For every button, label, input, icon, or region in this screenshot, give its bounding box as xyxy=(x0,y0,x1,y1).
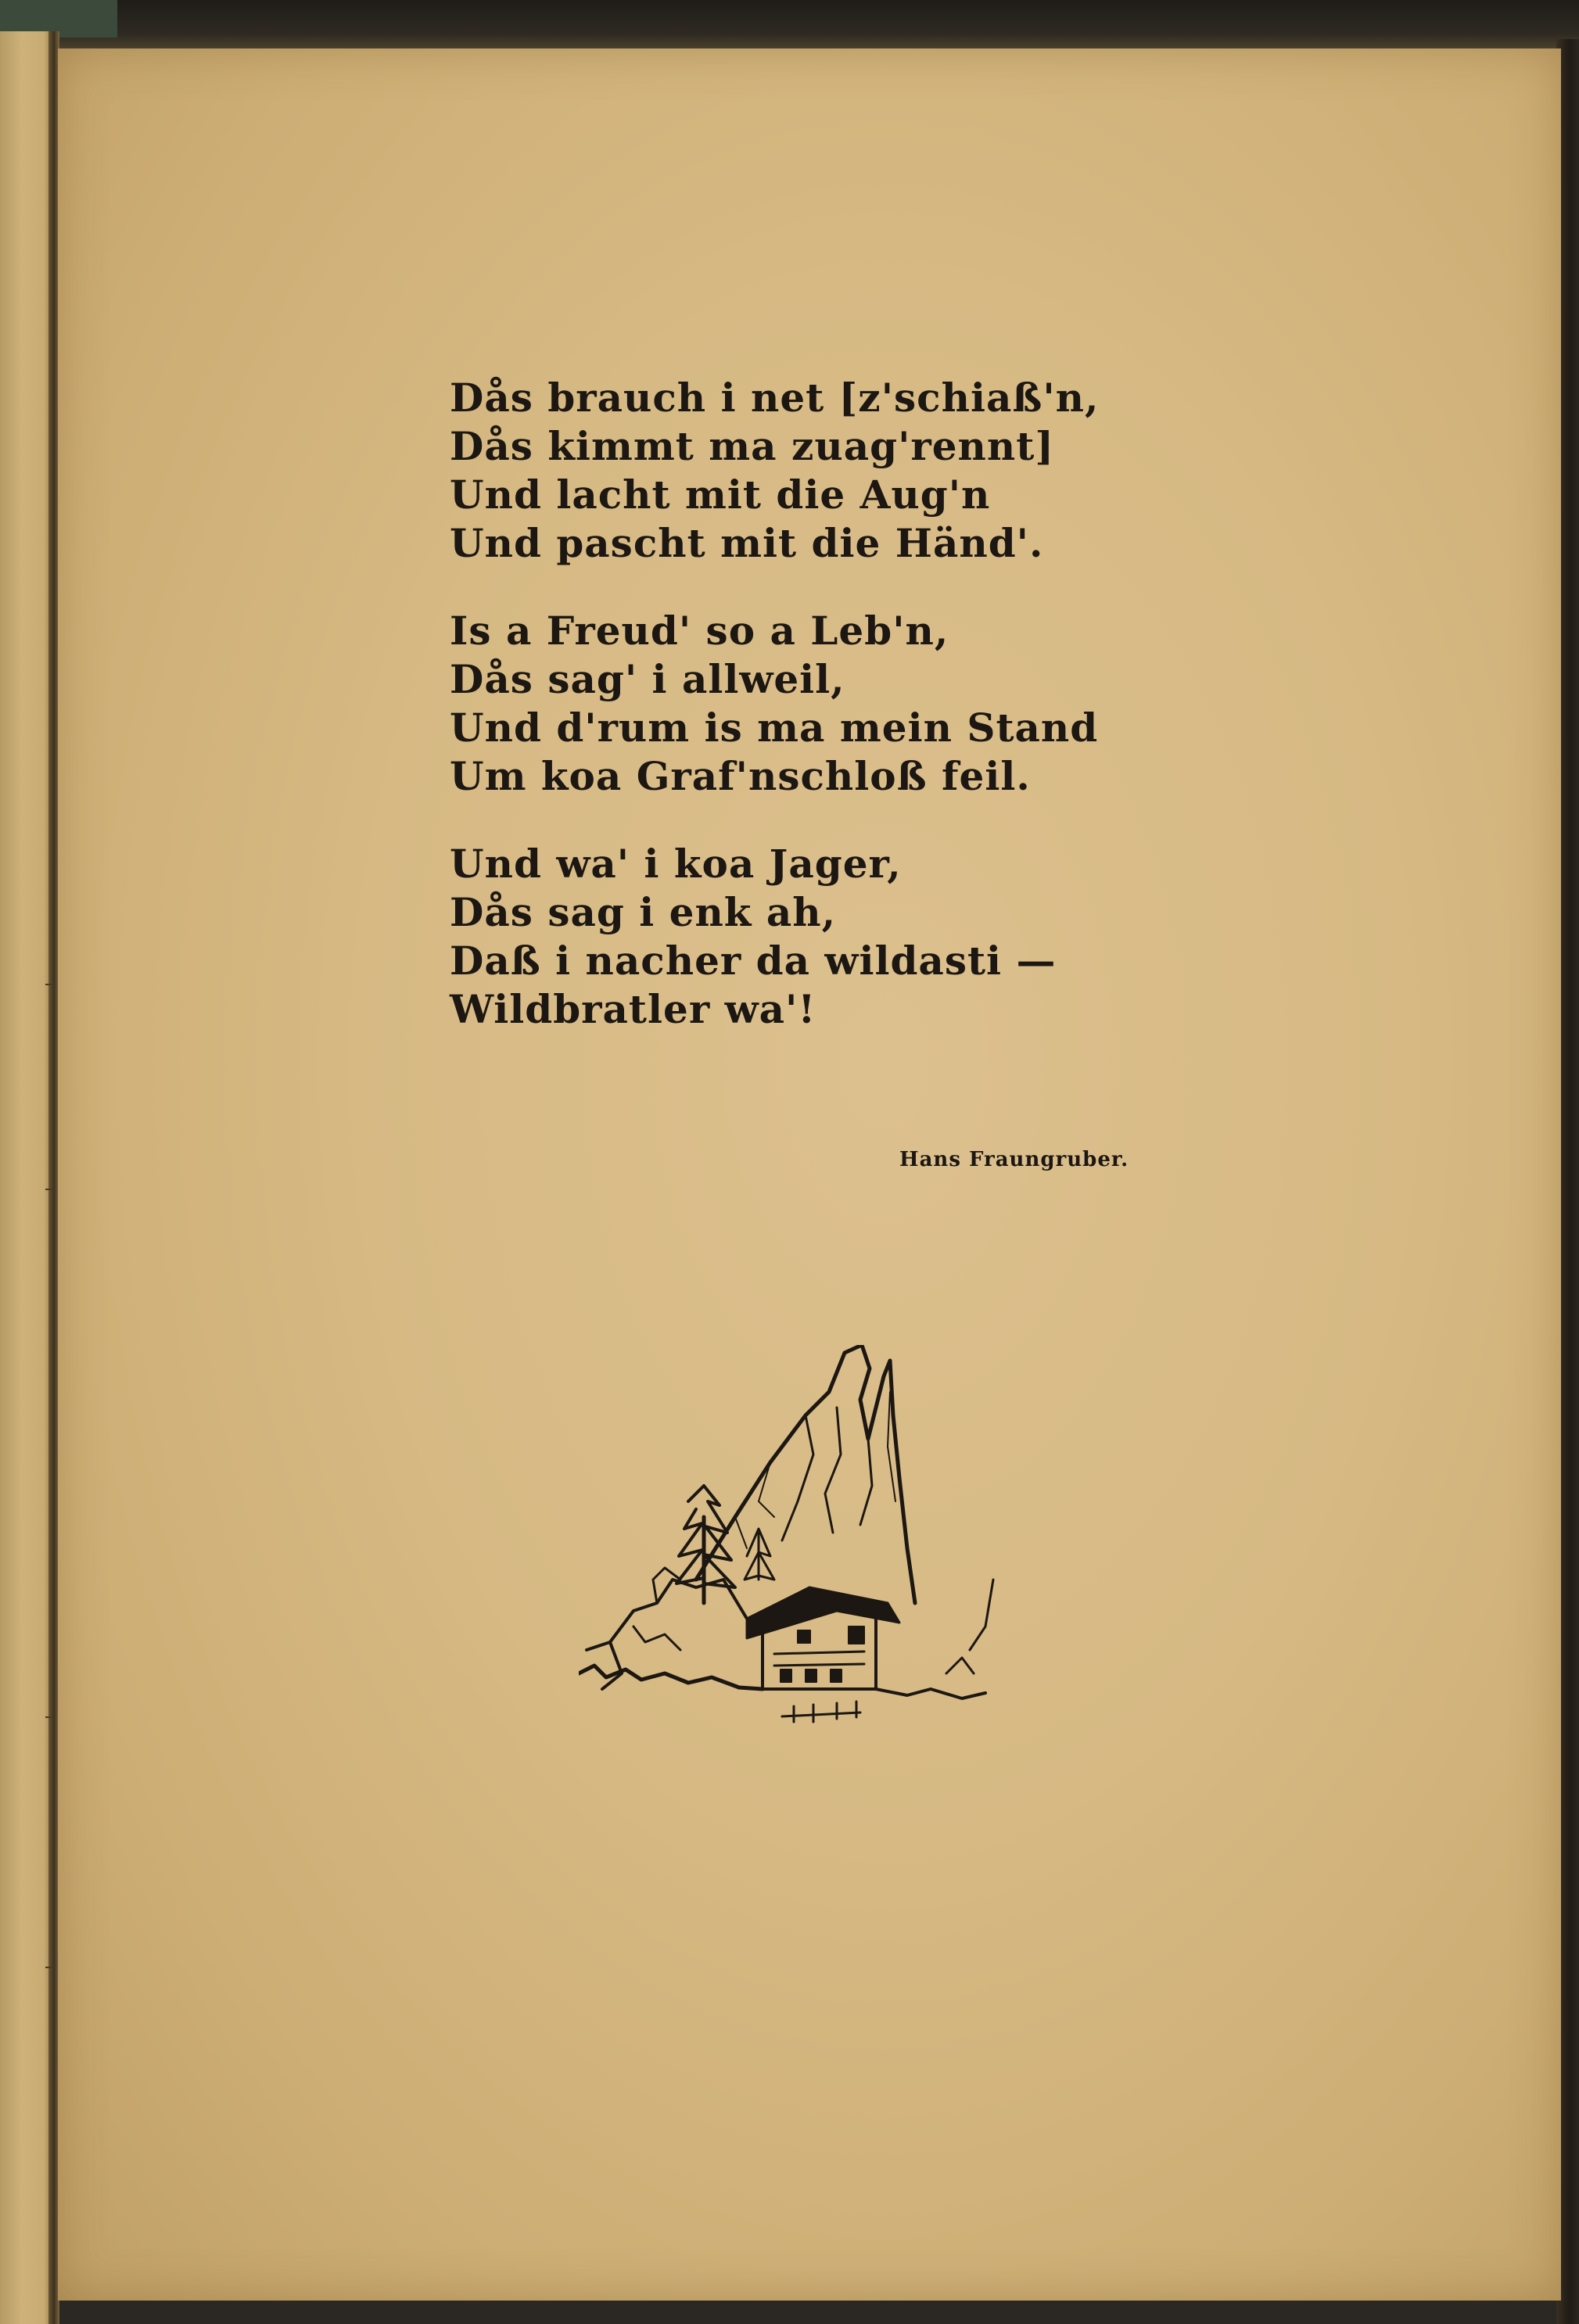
poem-line: Und pascht mit die Händ'. xyxy=(450,520,1044,566)
stanza-2 xyxy=(450,607,1232,801)
stanza-1 xyxy=(450,374,1232,568)
binding-stitch xyxy=(45,1189,53,1190)
poem-line: Dås sag i enk ah, xyxy=(450,889,837,935)
stanza-3 xyxy=(450,840,1232,1034)
poem-line: Und wa' i koa Jager, xyxy=(450,841,902,887)
binding-stitch xyxy=(45,1716,53,1718)
poem-line: Und d'rum is ma mein Stand xyxy=(450,705,1099,751)
binding-stitch xyxy=(45,984,53,985)
poem-line: Dås kimmt ma zuag'rennt] xyxy=(450,423,1054,469)
top-binding-edge xyxy=(0,0,1579,48)
poem-line: Dås brauch i net [z'schiaß'n, xyxy=(450,375,1100,421)
poem-line: Und lacht mit die Aug'n xyxy=(450,472,991,518)
alpine-hut-vignette xyxy=(579,1345,1001,1728)
previous-page-edge xyxy=(0,31,55,2324)
poem-line: Wildbratler wa'! xyxy=(450,986,816,1032)
poem-author: Hans Fraungruber. xyxy=(899,1148,1129,1171)
poem xyxy=(450,374,1232,1073)
poem-line: Dås sag' i allweil, xyxy=(450,656,845,702)
poem-line: Is a Freud' so a Leb'n, xyxy=(450,608,949,654)
poem-line: Um koa Graf'nschloß feil. xyxy=(450,753,1031,799)
binding-stitch xyxy=(45,1967,53,1968)
poem-line: Daß i nacher da wildasti — xyxy=(450,938,1057,984)
